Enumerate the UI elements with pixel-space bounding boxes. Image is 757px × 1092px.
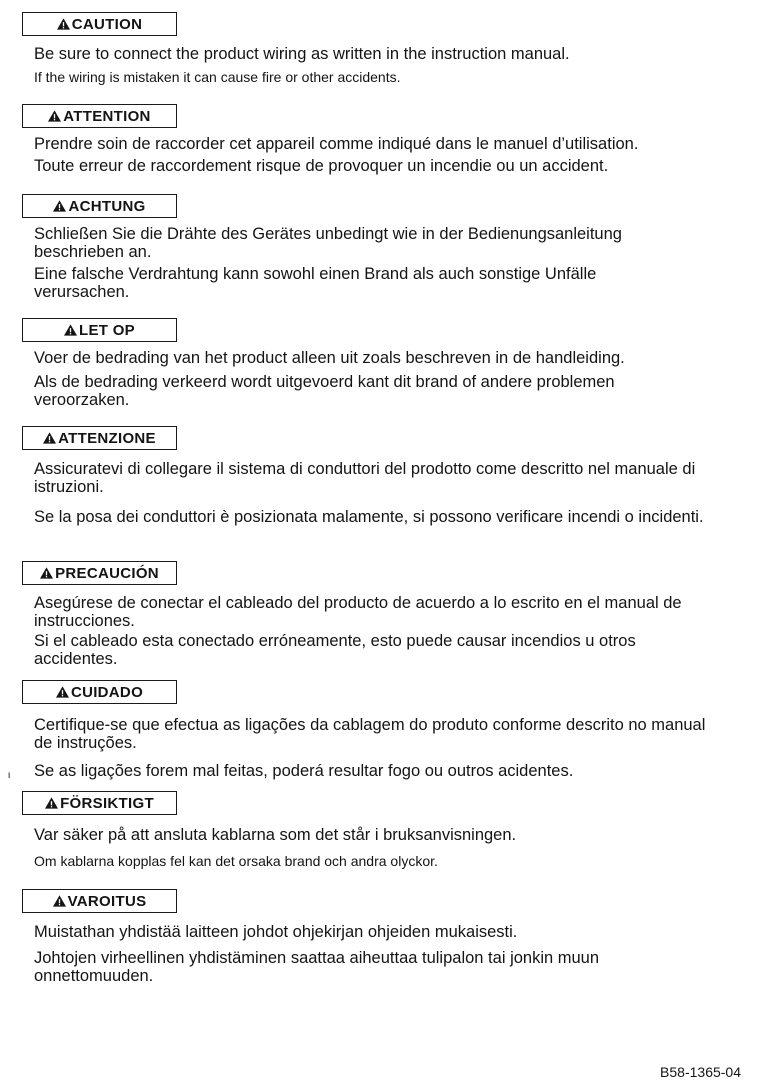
warning-label-box: [22, 680, 177, 704]
warning-label-text: VAROITUS: [67, 892, 147, 910]
warning-line-2: Si el cableado esta conectado erróneamente, esto puede causar incendios u otros accidentes.: [34, 632, 636, 668]
warning-label-text: CUIDADO: [70, 683, 144, 701]
warning-label-text: PRECAUCIÓN: [55, 564, 159, 582]
warning-label-text: LET OP: [79, 321, 135, 339]
warning-line-1: Prendre soin de raccorder cet appareil comme indiqué dans le manuel d’utilisation.: [34, 135, 639, 153]
warning-triangle-icon: [64, 324, 77, 336]
warning-label-box: [22, 194, 177, 218]
warning-line-2: Se as ligações forem mal feitas, poderá resultar fogo ou outros acidentes.: [34, 762, 574, 780]
warning-line-1: Asegúrese de conectar el cableado del producto de acuerdo a lo escrito en el manual de instrucciones.: [34, 594, 682, 630]
stray-mark: ι: [8, 770, 11, 781]
warning-label-box: [22, 561, 177, 585]
warning-line-2: Om kablarna kopplas fel kan det orsaka brand och andra olyckor.: [34, 853, 438, 869]
warning-triangle-icon: [43, 432, 56, 444]
warning-label-box: [22, 318, 177, 342]
warning-line-1: Certifique-se que efectua as ligações da cablagem do produto conforme descrito no manual de instruções.: [34, 716, 706, 752]
warning-label-text: FÖRSIKTIGT: [60, 794, 154, 812]
warning-line-2: Toute erreur de raccordement risque de provoquer un incendie ou un accident.: [34, 157, 609, 175]
warning-line-2: Eine falsche Verdrahtung kann sowohl einen Brand als auch sonstige Unfälle verursachen.: [34, 265, 597, 301]
warning-triangle-icon: [40, 567, 53, 579]
warning-label-text: ATTENTION: [63, 107, 151, 125]
warning-triangle-icon: [48, 110, 61, 122]
warning-label-box: [22, 12, 177, 36]
warning-triangle-icon: [45, 797, 58, 809]
warning-label-box: [22, 426, 177, 450]
warning-triangle-icon: [53, 200, 66, 212]
warning-label-text: ATTENZIONE: [58, 429, 156, 447]
warning-label-box: [22, 791, 177, 815]
warning-triangle-icon: [53, 895, 66, 907]
warning-line-2: Johtojen virheellinen yhdistäminen saattaa aiheuttaa tulipalon tai jonkin muun onnettomuuden.: [34, 949, 600, 985]
warning-line-1: Var säker på att ansluta kablarna som det står i bruksanvisningen.: [34, 826, 517, 844]
warning-line-1: Voer de bedrading van het product alleen uit zoals beschreven in de handleiding.: [34, 349, 625, 367]
warning-line-1: Be sure to connect the product wiring as written in the instruction manual.: [34, 45, 570, 63]
warning-line-1: Schließen Sie die Drähte des Gerätes unbedingt wie in der Bedienungsanleitung beschrieben an.: [34, 225, 622, 261]
warning-line-2: If the wiring is mistaken it can cause fire or other accidents.: [34, 69, 401, 85]
warning-line-1: Assicuratevi di collegare il sistema di conduttori del prodotto come descritto nel manuale di istruzioni.: [34, 460, 696, 496]
warning-label-text: CAUTION: [71, 15, 143, 33]
warning-label-text: ACHTUNG: [68, 197, 146, 215]
warning-line-2: Als de bedrading verkeerd wordt uitgevoerd kant dit brand of andere problemen veroorzaken.: [34, 373, 615, 409]
warning-label-box: [22, 104, 177, 128]
warning-line-1: Muistathan yhdistää laitteen johdot ohjekirjan ohjeiden mukaisesti.: [34, 923, 518, 941]
warning-triangle-icon: [57, 18, 70, 30]
warning-label-box: [22, 889, 177, 913]
warning-line-2: Se la posa dei conduttori è posizionata malamente, si possono verificare incendi o incidenti.: [34, 508, 704, 526]
warning-triangle-icon: [56, 686, 69, 698]
document-code: B58-1365-04: [660, 1064, 741, 1080]
